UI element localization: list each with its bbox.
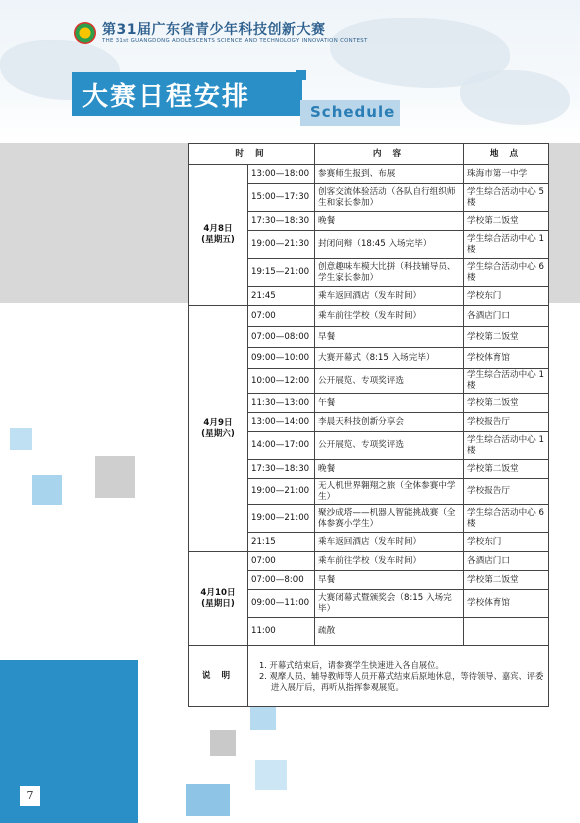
cell-time: 15:00—17:30 xyxy=(248,184,315,212)
deco-square xyxy=(95,456,135,498)
cell-content: 大赛开幕式（8:15 入场完毕） xyxy=(315,348,464,369)
cell-content: 封闭问辩（18:45 入场完毕） xyxy=(315,231,464,259)
cell-place: 珠海市第一中学 xyxy=(464,165,549,184)
deco-square xyxy=(32,475,62,505)
note-item: 1. 开幕式结束后，请参赛学生快速进入各自展位。 xyxy=(259,659,444,670)
day-date-cell xyxy=(189,552,248,646)
cell-place: 学校东门 xyxy=(464,533,549,552)
cell-place: 学校体育馆 xyxy=(464,590,549,618)
banner-accent-square xyxy=(296,70,306,80)
cell-content: 创意趣味车模大比拼（科技辅导员、学生家长参加） xyxy=(315,259,464,287)
deco-square xyxy=(255,760,287,790)
map-continent-shape xyxy=(460,70,570,125)
cell-time: 07:00—08:00 xyxy=(248,327,315,348)
page-title: 大赛日程安排 xyxy=(82,82,251,112)
day-date-cell xyxy=(189,165,248,306)
cell-place: 各酒店门口 xyxy=(464,306,549,327)
cell-place: 学校东门 xyxy=(464,287,549,306)
header-content: 内 容 xyxy=(315,144,464,165)
cell-place: 学校体育馆 xyxy=(464,348,549,369)
table-header-row xyxy=(189,144,549,165)
cell-time: 09:00—11:00 xyxy=(248,590,315,618)
cell-content: 创客交流体验活动（各队自行组织师生和家长参加） xyxy=(315,184,464,212)
cell-time: 07:00 xyxy=(248,306,315,327)
cell-place: 各酒店门口 xyxy=(464,552,549,571)
table-row xyxy=(189,552,549,571)
cell-place: 学校报告厅 xyxy=(464,413,549,432)
cell-place: 学生综合活动中心 1 楼 xyxy=(464,432,549,460)
notes-row xyxy=(189,646,549,707)
day-date: 4月9日 xyxy=(203,417,233,428)
notes-label: 说 明 xyxy=(189,646,248,707)
cell-content: 聚沙成塔——机器人智能挑战赛（全体参赛小学生） xyxy=(315,505,464,533)
day-weekday: (星期六) xyxy=(201,428,235,439)
cell-time: 21:15 xyxy=(248,533,315,552)
cell-place: 学校第二饭堂 xyxy=(464,327,549,348)
cell-time: 09:00—10:00 xyxy=(248,348,315,369)
contest-title: 第31届广东省青少年科技创新大赛 xyxy=(102,22,326,38)
contest-subtitle: THE 31st GUANGDONG ADOLESCENTS SCIENCE AND TECHNOLOGY INNOVATION CONTEST xyxy=(102,38,368,44)
cell-content: 早餐 xyxy=(315,327,464,348)
cell-content: 李晨天科技创新分享会 xyxy=(315,413,464,432)
cell-time: 19:00—21:30 xyxy=(248,231,315,259)
cell-time: 13:00—18:00 xyxy=(248,165,315,184)
note-item: 2. 观摩人员、辅导教师等人员开幕式结束后原地休息，等待领导、嘉宾、评委进入展厅后，再听从指挥参观展览。 xyxy=(259,670,544,692)
contest-logo-icon xyxy=(74,22,96,44)
cell-content: 疏散 xyxy=(315,618,464,646)
cell-time: 10:00—12:00 xyxy=(248,369,315,394)
cell-place: 学校第二饭堂 xyxy=(464,460,549,479)
day-date: 4月8日 xyxy=(203,224,233,234)
cell-time: 11:30—13:00 xyxy=(248,394,315,413)
cell-time: 21:45 xyxy=(248,287,315,306)
day-date-cell xyxy=(189,306,248,552)
cell-content: 早餐 xyxy=(315,571,464,590)
cell-place: 学校第二饭堂 xyxy=(464,394,549,413)
cell-content: 午餐 xyxy=(315,394,464,413)
cell-content: 大赛闭幕式暨颁奖会（8:15 入场完毕） xyxy=(315,590,464,618)
schedule-label: Schedule xyxy=(310,103,396,121)
cell-place xyxy=(464,618,549,646)
table-row xyxy=(189,165,549,184)
cell-time: 13:00—14:00 xyxy=(248,413,315,432)
cell-content: 乘车前往学校（发车时间） xyxy=(315,306,464,327)
deco-square xyxy=(10,428,32,450)
cell-place: 学校第二饭堂 xyxy=(464,571,549,590)
cell-time: 19:15—21:00 xyxy=(248,259,315,287)
cell-place: 学校第二饭堂 xyxy=(464,212,549,231)
cell-place: 学生综合活动中心 5 楼 xyxy=(464,184,549,212)
cell-content: 晚餐 xyxy=(315,460,464,479)
cell-time: 19:00—21:00 xyxy=(248,505,315,533)
cell-content: 公开展览、专项奖评选 xyxy=(315,369,464,394)
cell-place: 学生综合活动中心 1 楼 xyxy=(464,231,549,259)
cell-time: 11:00 xyxy=(248,618,315,646)
cell-time: 14:00—17:00 xyxy=(248,432,315,460)
cell-content: 晚餐 xyxy=(315,212,464,231)
cell-place: 学校报告厅 xyxy=(464,479,549,505)
cell-content: 无人机世界翱翔之旅（全体参赛中学生） xyxy=(315,479,464,505)
cell-time: 07:00—8:00 xyxy=(248,571,315,590)
deco-square xyxy=(210,730,236,756)
cell-place: 学生综合活动中心 1 楼 xyxy=(464,369,549,394)
cell-time: 17:30—18:30 xyxy=(248,212,315,231)
day-weekday: (星期日) xyxy=(201,598,235,609)
cell-content: 乘车前往学校（发车时间） xyxy=(315,552,464,571)
day-date: 4月10日 xyxy=(200,587,236,598)
header-place: 地 点 xyxy=(464,144,549,165)
table-row xyxy=(189,306,549,327)
day-weekday: (星期五) xyxy=(201,235,235,245)
notes-cell xyxy=(248,646,549,707)
page-number: 7 xyxy=(20,786,40,806)
cell-content: 乘车返回酒店（发车时间） xyxy=(315,533,464,552)
cell-time: 19:00—21:00 xyxy=(248,479,315,505)
cell-time: 07:00 xyxy=(248,552,315,571)
cell-content: 乘车返回酒店（发车时间） xyxy=(315,287,464,306)
cell-content: 公开展览、专项奖评选 xyxy=(315,432,464,460)
deco-square xyxy=(186,784,230,816)
header-time: 时 间 xyxy=(189,144,315,165)
cell-time: 17:30—18:30 xyxy=(248,460,315,479)
cell-place: 学生综合活动中心 6 楼 xyxy=(464,505,549,533)
cell-content: 参赛师生报到、布展 xyxy=(315,165,464,184)
schedule-table xyxy=(188,143,549,707)
cell-place: 学生综合活动中心 6 楼 xyxy=(464,259,549,287)
deco-square xyxy=(250,706,276,730)
